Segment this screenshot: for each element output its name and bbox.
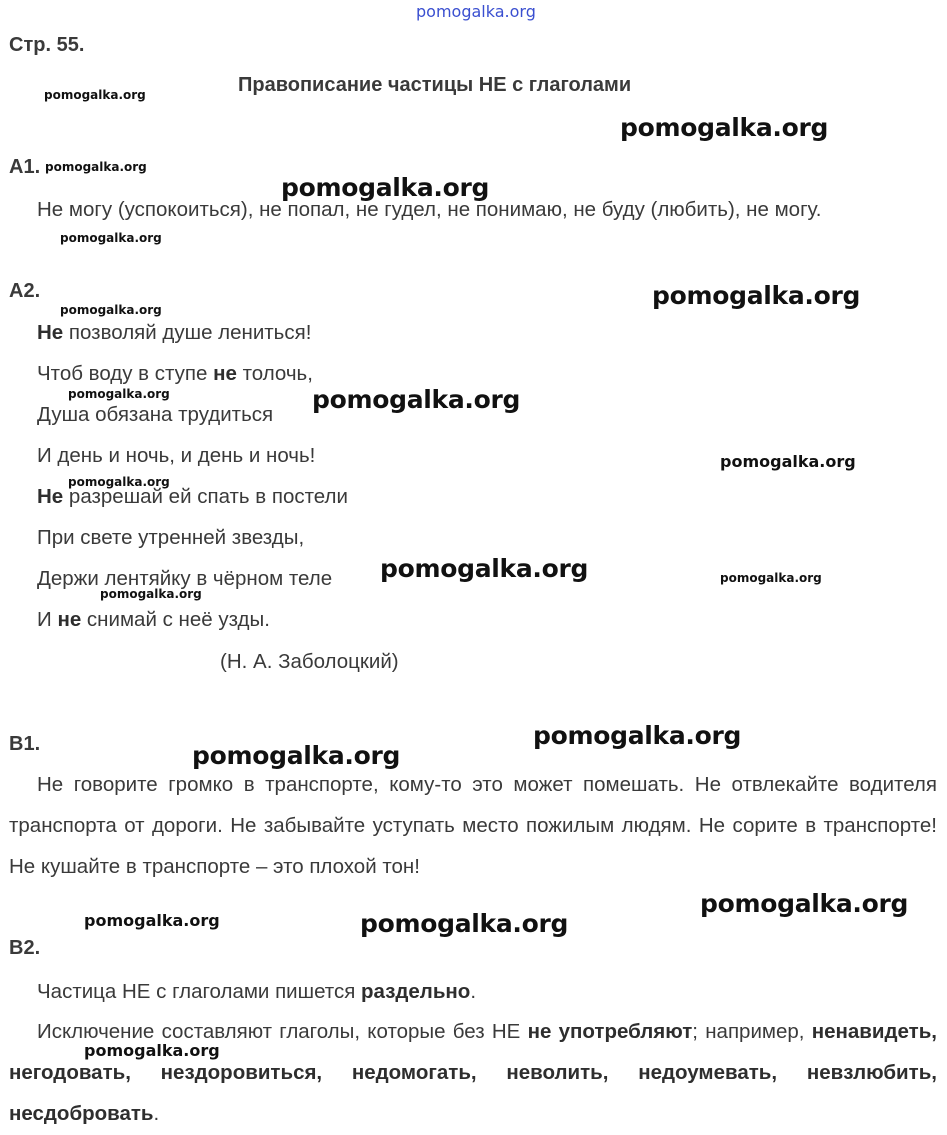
section-label-b2: В2. [9, 937, 41, 959]
watermark: pomogalka.org [312, 385, 521, 414]
section-label-b1: В1. [9, 733, 41, 755]
b1-paragraph: Не говорите громко в транспорте, кому-то это может помешать. Не отвлекайте водителя транспорта от дороги. Не забывайте уступать место пожилым людям. Не сорите в транспорте! Не кушайте в транспорте – это плохой тон! [9, 773, 937, 878]
watermark: pomogalka.org [720, 452, 856, 471]
poem-line: И не снимай с неё узды. [37, 608, 270, 631]
a1-text: Не могу (успокоиться), не попал, не гудел, не понимаю, не буду (любить), не могу. [37, 198, 822, 221]
b2-rule: Частица НЕ с глаголами пишется раздельно. [37, 980, 477, 1003]
watermark: pomogalka.org [620, 113, 829, 142]
top-site-link[interactable]: pomogalka.org [416, 2, 536, 21]
watermark: pomogalka.org [281, 173, 490, 202]
watermark: pomogalka.org [533, 721, 742, 750]
watermark: pomogalka.org [68, 387, 170, 401]
watermark: pomogalka.org [84, 1041, 220, 1060]
poem-line: При свете утренней звезды, [37, 526, 305, 549]
watermark: pomogalka.org [700, 889, 909, 918]
watermark: pomogalka.org [380, 554, 589, 583]
watermark: pomogalka.org [652, 281, 861, 310]
poem-line: Не позволяй душе лениться! [37, 321, 312, 344]
watermark: pomogalka.org [720, 571, 822, 585]
watermark: pomogalka.org [45, 160, 147, 174]
poem-line: Держи лентяйку в чёрном теле [37, 567, 333, 590]
poem-line: Душа обязана трудиться [37, 403, 274, 426]
section-label-a2: А2. [9, 280, 41, 302]
watermark: pomogalka.org [60, 231, 162, 245]
page-title: Правописание частицы НЕ с глаголами [238, 74, 632, 96]
watermark: pomogalka.org [68, 475, 170, 489]
watermark: pomogalka.org [100, 587, 202, 601]
watermark: pomogalka.org [44, 88, 146, 102]
b2-exceptions: Исключение составляют глаголы, которые без НЕ не употребляют; например, ненавидеть, негодовать, нездоровиться, недомогать, неволить, недоумевать, невзлюбить, несдобровать. [9, 1020, 937, 1125]
section-label-a1: А1. [9, 156, 41, 178]
watermark: pomogalka.org [60, 303, 162, 317]
watermark: pomogalka.org [84, 911, 220, 930]
poem-author: (Н. А. Заболоцкий) [220, 650, 399, 673]
page-number: Стр. 55. [9, 34, 85, 56]
poem-line: Не разрешай ей спать в постели [37, 485, 348, 508]
watermark: pomogalka.org [192, 741, 401, 770]
poem-line: И день и ночь, и день и ночь! [37, 444, 316, 467]
watermark: pomogalka.org [360, 909, 569, 938]
poem-line: Чтоб воду в ступе не толочь, [37, 362, 313, 385]
